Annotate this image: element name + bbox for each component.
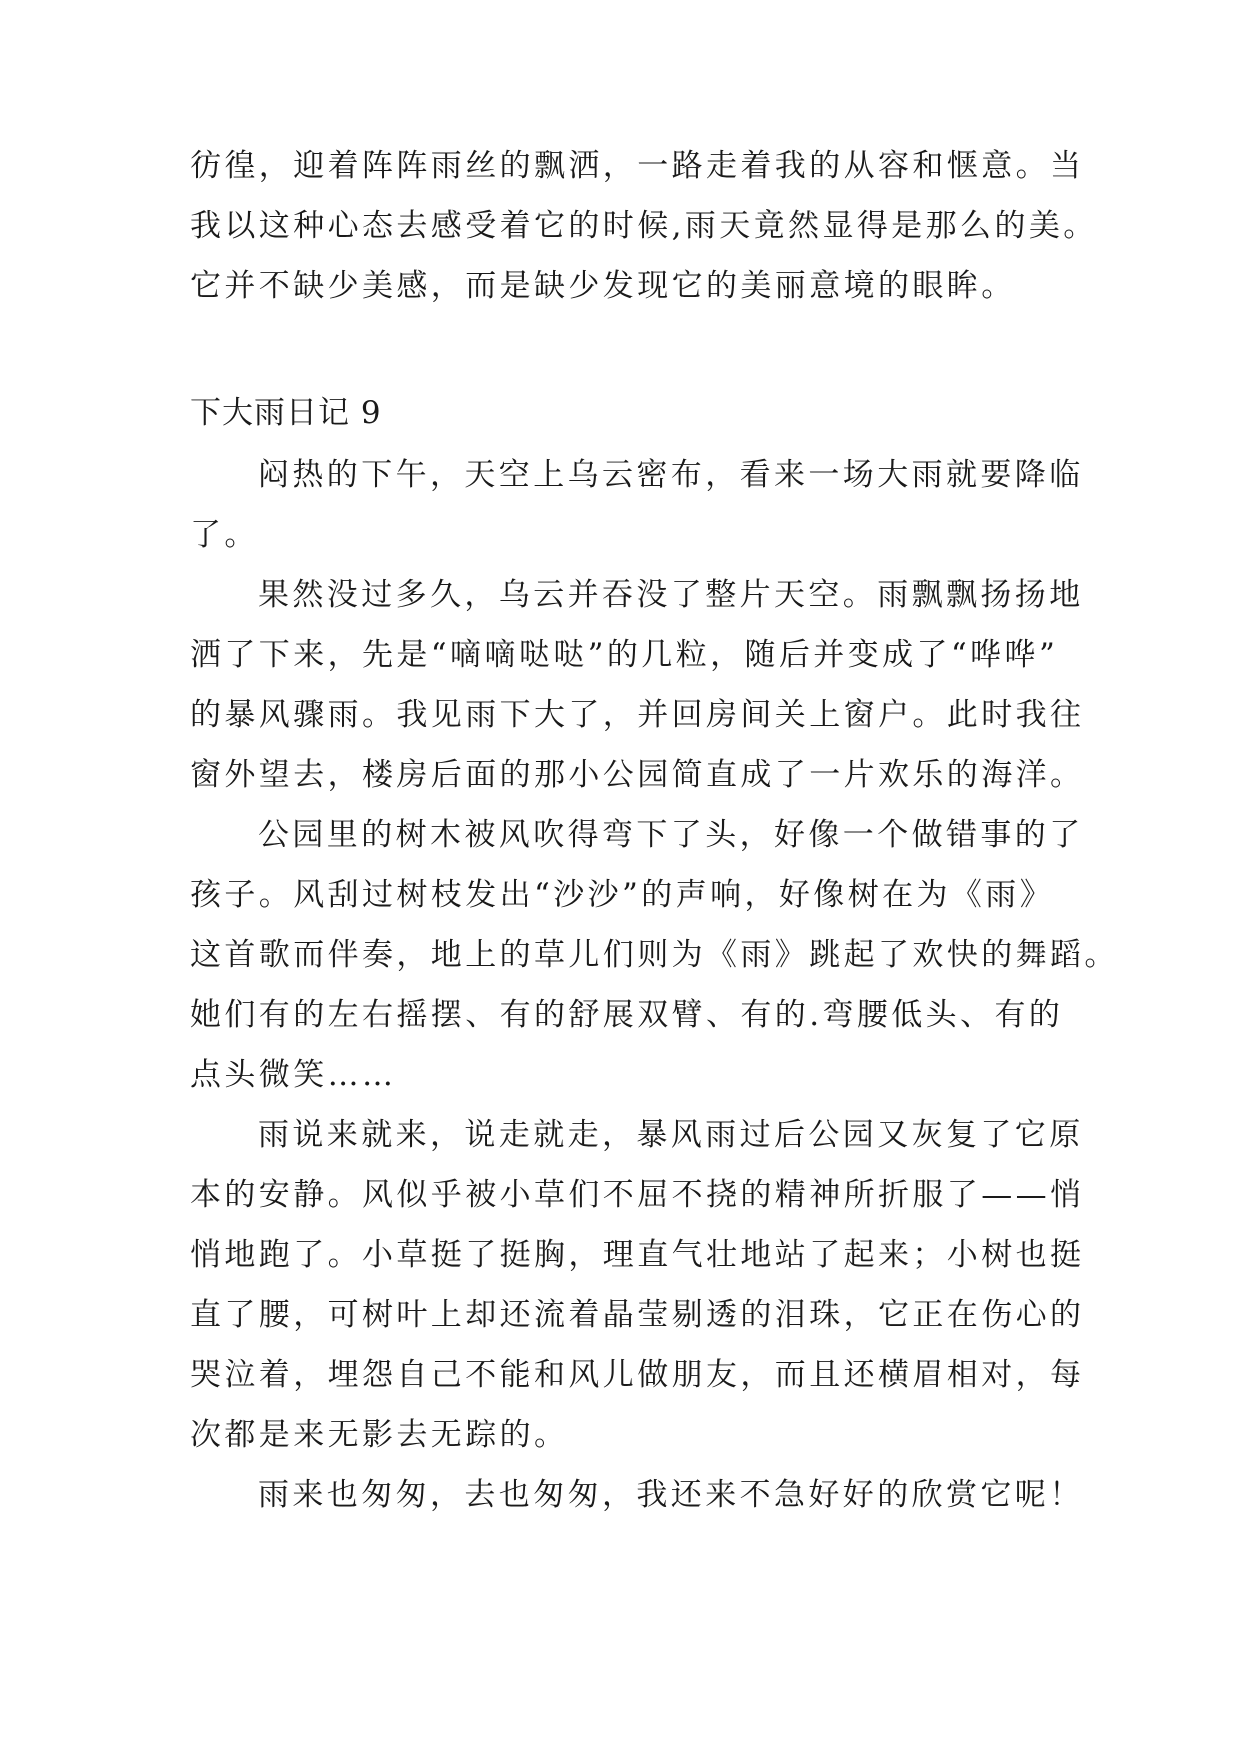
- text-line: 哭泣着，埋怨自己不能和风儿做朋友，而且还横眉相对，每: [190, 1357, 1085, 1393]
- text-line: 本的安静。风似乎被小草们不屈不挠的精神所折服了——悄: [190, 1177, 1085, 1213]
- text-line: 洒了下来，先是“嘀嘀哒哒”的几粒，随后并变成了“哗哗”: [190, 637, 1059, 673]
- text-line: 她们有的左右摇摆、有的舒展双臂、有的.弯腰低头、有的: [190, 997, 1064, 1033]
- text-line: 的暴风骤雨。我见雨下大了，并回房间关上窗户。此时我往: [190, 697, 1085, 733]
- text-line: 点头微笑……: [190, 1057, 397, 1093]
- text-line: 雨来也匆匆，去也匆匆，我还来不急好好的欣赏它呢！: [258, 1477, 1084, 1513]
- text-line: 彷徨，迎着阵阵雨丝的飘洒，一路走着我的从容和惬意。当: [190, 148, 1085, 184]
- text-line: 次都是来无影去无踪的。: [190, 1417, 569, 1453]
- text-line: 它并不缺少美感，而是缺少发现它的美丽意境的眼眸。: [190, 268, 1016, 304]
- text-line: 直了腰，可树叶上却还流着晶莹剔透的泪珠，它正在伤心的: [190, 1297, 1085, 1333]
- text-line: 我以这种心态去感受着它的时候,雨天竟然显得是那么的美。: [190, 208, 1098, 244]
- text-line: 悄地跑了。小草挺了挺胸，理直气壮地站了起来；小树也挺: [190, 1237, 1085, 1273]
- text-line: 果然没过多久，乌云并吞没了整片天空。雨飘飘扬扬地: [258, 577, 1084, 613]
- text-line: 了。: [190, 517, 259, 553]
- text-line: 孩子。风刮过树枝发出“沙沙”的声响，好像树在为《雨》: [190, 877, 1055, 913]
- text-line: 闷热的下午，天空上乌云密布，看来一场大雨就要降临: [258, 457, 1084, 493]
- text-line: 窗外望去，楼房后面的那小公园简直成了一片欢乐的海洋。: [190, 757, 1085, 793]
- text-line: 雨说来就来，说走就走，暴风雨过后公园又灰复了它原: [258, 1117, 1084, 1153]
- text-line: 公园里的树木被风吹得弯下了头，好像一个做错事的了: [258, 817, 1084, 853]
- text-line: 这首歌而伴奏，地上的草儿们则为《雨》跳起了欢快的舞蹈。: [190, 937, 1119, 973]
- section-title: 下大雨日记 9: [190, 395, 382, 431]
